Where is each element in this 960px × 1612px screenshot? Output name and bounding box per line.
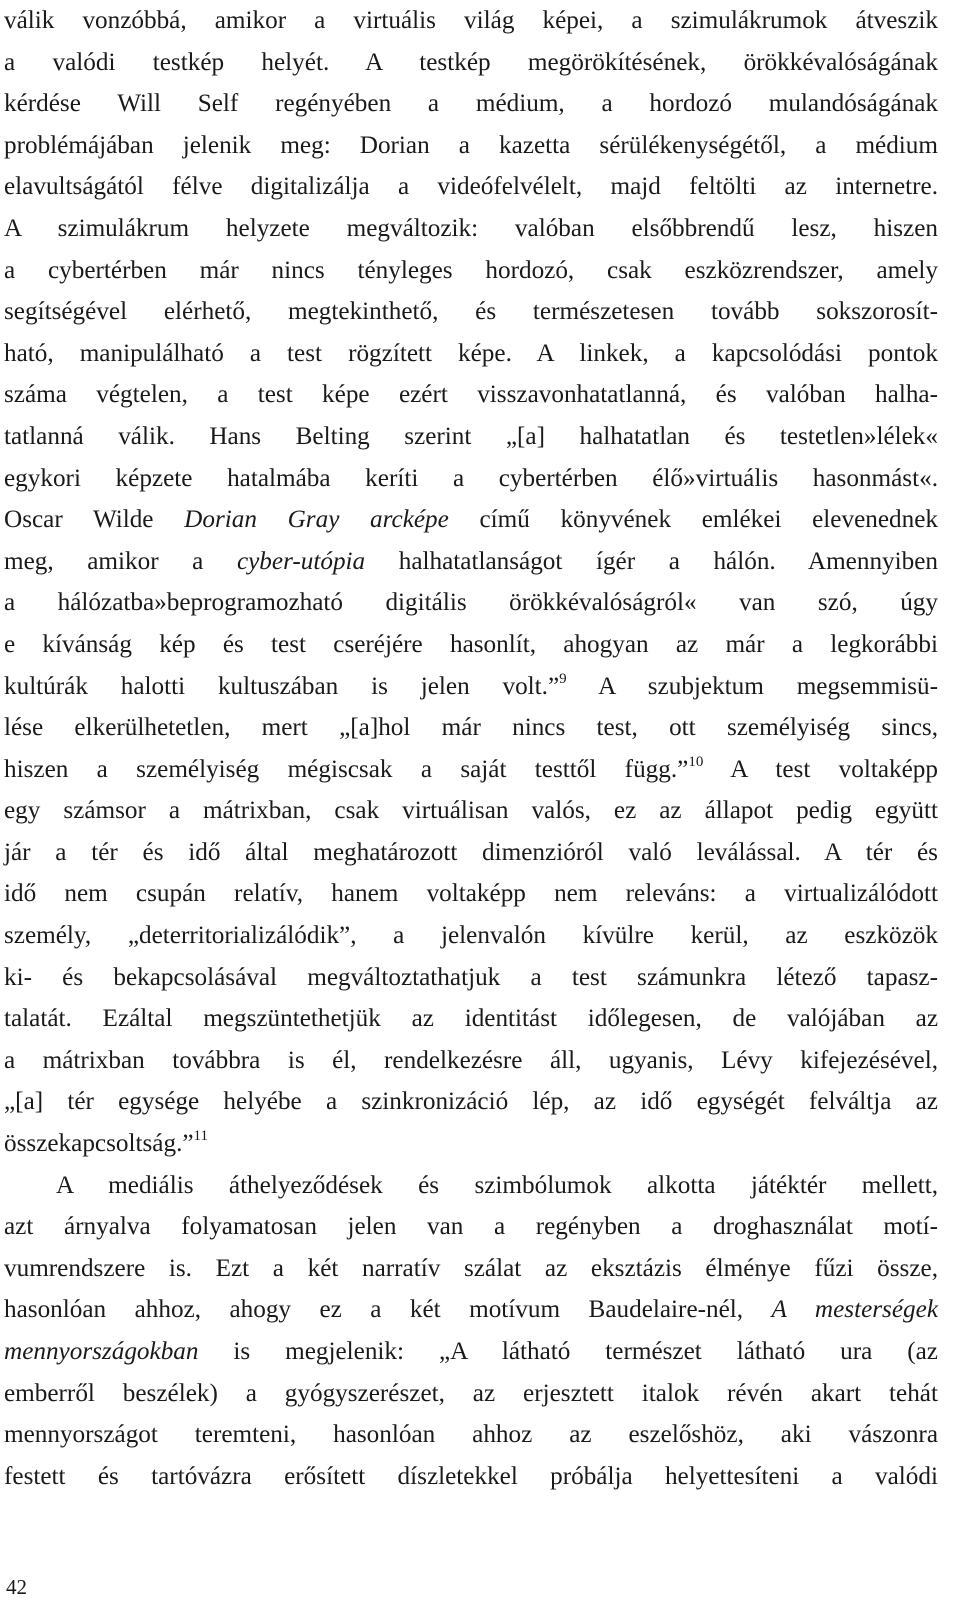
text-line [4, 291, 938, 333]
italic-title: cyber-utópia [236, 547, 366, 575]
text-line [4, 541, 938, 583]
footnote-ref: 10 [688, 753, 704, 770]
text-line [4, 582, 938, 624]
text-line [4, 1206, 938, 1248]
text-segment: a mátrixban továbbra is él, rendelkezésre áll, ugyanis, Lévy kifejezésével, [4, 1046, 938, 1074]
text-segment: problémájában jelenik meg: Dorian a kazetta sérülékenységétől, a médium [4, 131, 938, 159]
italic-title: A mesterségek [771, 1296, 938, 1324]
text-line [4, 666, 938, 708]
text-segment: kérdése Will Self regényében a médium, a hordozó mulandóságának [4, 90, 938, 118]
text-line [4, 125, 938, 167]
text-line [4, 42, 938, 84]
text-segment: személy, „deterritorializálódik”, a jelenvalón kívülre kerül, az eszközök [4, 922, 938, 950]
text-line [4, 166, 938, 208]
text-line [4, 998, 938, 1040]
text-line [4, 1331, 938, 1373]
text-segment: meg, amikor a [4, 547, 237, 575]
footnote-ref: 9 [559, 670, 567, 687]
text-line [4, 1373, 938, 1415]
text-segment: egy számsor a mátrixban, csak virtuálisan valós, ez az állapot pedig együtt [4, 797, 938, 825]
text-segment: száma végtelen, a test képe ezért visszavonhatatlanná, és valóban halha- [4, 381, 938, 409]
text-line [4, 915, 938, 957]
page-number: 42 [6, 1575, 27, 1599]
text-line [4, 1248, 938, 1290]
footnote-ref: 11 [193, 1128, 208, 1145]
text-segment: e kívánság kép és test cseréjére hasonlít, ahogyan az már a legkorábbi [4, 630, 938, 658]
text-line [4, 749, 938, 791]
paragraph-2 [4, 1165, 938, 1498]
text-line [4, 707, 938, 749]
text-line [4, 1414, 938, 1456]
text-segment: segítségével elérhető, megtekinthető, és természetesen tovább sokszorosít- [4, 298, 938, 326]
text-segment: egykori képzete hatalmába keríti a cybertérben élő»virtuális hasonmást«. [4, 464, 938, 492]
italic-title: Dorian Gray arcképe [184, 506, 449, 534]
text-segment: hiszen a személyiség mégiscsak a saját testtől függ.” [4, 755, 689, 783]
text-segment: halhatatlanságot ígér a hálón. Amennyiben [365, 547, 939, 575]
text-line [4, 0, 938, 42]
text-line [4, 957, 938, 999]
text-segment: ki- és bekapcsolásával megváltoztathatjuk a test számunkra létező tapasz- [4, 963, 938, 991]
text-segment: lése elkerülhetetlen, mert „[a]hol már nincs test, ott személyiség sincs, [4, 714, 938, 742]
text-segment: emberről beszélek) a gyógyszerészet, az erjesztett italok révén akart tehát [4, 1379, 938, 1407]
text-segment: hasonlóan ahhoz, ahogy ez a két motívum Baudelaire-nél, [4, 1296, 772, 1324]
text-line [4, 1081, 938, 1123]
text-segment: a valódi testkép helyét. A testkép megörökítésének, örökkévalóságának [4, 48, 938, 76]
text-line [4, 250, 938, 292]
text-segment: jár a tér és idő által meghatározott dimenzióról való leválással. A tér és [4, 838, 938, 866]
text-line [4, 1456, 938, 1498]
text-line [4, 873, 938, 915]
text-segment: festett és tartóvázra erősített díszletekkel próbálja helyettesíteni a valódi [4, 1462, 938, 1490]
text-line [4, 1123, 938, 1165]
text-segment: idő nem csupán relatív, hanem voltaképp nem releváns: a virtualizálódott [4, 880, 938, 908]
text-line [4, 83, 938, 125]
text-segment: kultúrák halotti kultuszában is jelen volt.” [4, 672, 560, 700]
text-segment: ható, manipulálható a test rögzített képe. A linkek, a kapcsolódási pontok [4, 339, 938, 367]
text-segment: összekapcsoltság.” [4, 1130, 194, 1158]
italic-title: mennyországokban [4, 1338, 199, 1365]
text-line [4, 208, 938, 250]
text-segment: a cybertérben már nincs tényleges hordozó, csak eszközrendszer, amely [4, 256, 938, 284]
text-segment: a hálózatba»beprogramozható digitális örökkévalóságról« van szó, úgy [4, 589, 938, 617]
paragraph-1 [4, 0, 938, 1165]
text-line [4, 416, 938, 458]
text-segment: Oscar Wilde [4, 506, 185, 534]
text-line [4, 1165, 938, 1207]
text-segment: A mediális áthelyeződések és szimbólumok alkotta játéktér mellett, [56, 1171, 938, 1199]
text-segment: elavultságától félve digitalizálja a videófelvélelt, majd feltölti az internetre. [4, 173, 938, 201]
text-segment: A szimulákrum helyzete megváltozik: valóban elsőbbrendű lesz, hiszen [4, 214, 938, 242]
text-line [4, 1040, 938, 1082]
text-segment: is megjelenik: „A látható természet látható ura (az [198, 1338, 938, 1365]
text-line [4, 624, 938, 666]
text-line [4, 832, 938, 874]
text-segment: A szubjektum megsemmisü- [566, 672, 939, 700]
text-segment: című könyvének emlékei elevenednek [448, 506, 938, 534]
text-segment: mennyországot teremteni, hasonlóan ahhoz az eszelőshöz, aki vászonra [4, 1421, 938, 1449]
text-line [4, 374, 938, 416]
text-segment: A test voltaképp [703, 755, 938, 783]
text-line [4, 458, 938, 500]
text-segment: talatát. Ezáltal megszüntethetjük az identitást időlegesen, de valójában az [4, 1005, 938, 1033]
text-segment: tatlanná válik. Hans Belting szerint „[a] halhatatlan és testetlen»lélek« [4, 422, 938, 450]
text-segment: válik vonzóbbá, amikor a virtuális világ képei, a szimulákrumok átveszik [4, 7, 938, 34]
text-line [4, 790, 938, 832]
text-segment: „[a] tér egysége helyébe a szinkronizáció lép, az idő egységét felváltja az [4, 1088, 938, 1116]
text-segment: azt árnyalva folyamatosan jelen van a regényben a droghasználat motí- [4, 1213, 938, 1241]
text-segment: vumrendszere is. Ezt a két narratív szálat az eksztázis élménye fűzi össze, [4, 1254, 938, 1282]
body-text [4, 0, 938, 1497]
text-line [4, 333, 938, 375]
text-line [4, 499, 938, 541]
text-line [4, 1289, 938, 1331]
